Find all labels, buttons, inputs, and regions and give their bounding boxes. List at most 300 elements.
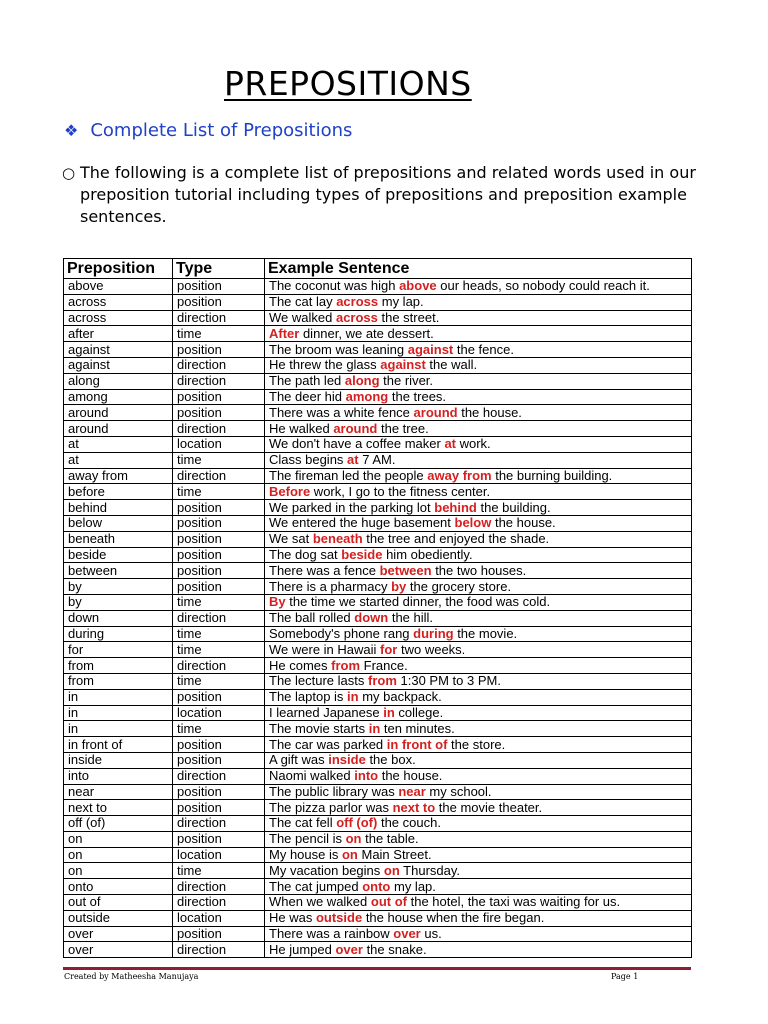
highlighted-preposition: outside: [315, 910, 363, 926]
type-cell: location: [173, 847, 265, 863]
sentence-text: We were in Hawaii: [269, 641, 381, 657]
prepositions-table: [63, 258, 692, 958]
example-sentence-cell: [265, 863, 692, 879]
example-sentence-cell: [265, 926, 692, 942]
preposition-cell: in front of: [64, 737, 173, 753]
sentence-text: 1:30 PM to 3 PM.: [396, 673, 501, 689]
sentence-text: The laptop is: [269, 689, 348, 705]
preposition-cell: over: [64, 942, 173, 958]
preposition-cell: in: [64, 705, 173, 721]
table-row: [64, 689, 692, 705]
header-example-sentence: Example Sentence: [265, 259, 692, 279]
table-row: [64, 768, 692, 784]
highlighted-preposition: near: [398, 784, 426, 799]
sentence-text: the tree.: [377, 420, 429, 436]
type-cell: position: [173, 515, 265, 531]
highlighted-preposition: at: [347, 452, 359, 468]
type-cell: direction: [173, 658, 265, 674]
sentence-text: The pizza parlor was: [269, 799, 393, 815]
sentence-text: our heads, so nobody could reach it.: [436, 278, 650, 294]
sentence-text: We sat: [269, 531, 313, 547]
highlighted-preposition: next to: [392, 799, 436, 815]
table-row: [64, 452, 692, 468]
preposition-cell: between: [64, 563, 173, 579]
page-title: PREPOSITIONS: [224, 64, 472, 103]
type-cell: position: [173, 563, 265, 579]
preposition-cell: in: [64, 689, 173, 705]
preposition-cell: at: [64, 452, 173, 468]
sentence-text: him obediently.: [382, 547, 473, 562]
sentence-text: The fireman led the people: [269, 468, 428, 483]
highlighted-preposition: between: [379, 562, 432, 578]
type-cell: position: [173, 784, 265, 800]
sentence-text: 7 AM.: [358, 452, 396, 468]
sentence-text: We entered the huge basement: [269, 515, 455, 531]
table-row: [64, 673, 692, 689]
circle-bullet-icon: ○: [62, 164, 76, 182]
sentence-text: Thursday.: [399, 862, 461, 878]
table-row: [64, 436, 692, 452]
table-row: [64, 421, 692, 437]
sentence-text: He was: [269, 910, 316, 926]
preposition-cell: out of: [64, 895, 173, 911]
type-cell: time: [173, 863, 265, 879]
sentence-text: I learned Japanese: [269, 705, 384, 720]
sentence-text: The cat lay: [269, 294, 337, 310]
table-row: [64, 895, 692, 911]
highlighted-preposition: below: [454, 515, 492, 531]
highlighted-preposition: behind: [434, 499, 477, 515]
preposition-cell: around: [64, 421, 173, 437]
sentence-text: He jumped: [269, 941, 336, 957]
sentence-text: the time we started dinner, the food was cold.: [285, 594, 551, 610]
sentence-text: the snake.: [362, 941, 427, 957]
type-cell: position: [173, 800, 265, 816]
table-row: [64, 342, 692, 358]
preposition-cell: at: [64, 436, 173, 452]
type-cell: position: [173, 405, 265, 421]
highlighted-preposition: around: [333, 420, 378, 436]
sentence-text: the house.: [491, 515, 556, 531]
type-cell: position: [173, 579, 265, 595]
preposition-cell: next to: [64, 800, 173, 816]
highlighted-preposition: along: [344, 373, 380, 389]
preposition-cell: along: [64, 373, 173, 389]
header-preposition: Preposition: [64, 259, 173, 279]
sentence-text: My vacation begins: [269, 862, 384, 878]
example-sentence-cell: [265, 405, 692, 421]
type-cell: location: [173, 436, 265, 452]
sentence-text: the store.: [447, 736, 506, 752]
type-cell: direction: [173, 421, 265, 437]
table-row: [64, 863, 692, 879]
example-sentence-cell: [265, 421, 692, 437]
preposition-cell: during: [64, 626, 173, 642]
preposition-cell: into: [64, 768, 173, 784]
highlighted-preposition: away from: [427, 468, 492, 483]
diamond-bullet-icon: ❖: [64, 121, 79, 140]
highlighted-preposition: on: [383, 862, 400, 878]
sentence-text: the trees.: [388, 389, 447, 404]
highlighted-preposition: beneath: [312, 531, 363, 547]
example-sentence-cell: [265, 942, 692, 958]
highlighted-preposition: onto: [362, 878, 391, 894]
sentence-text: the house when the fire began.: [362, 910, 545, 926]
highlighted-preposition: across: [335, 310, 378, 325]
highlighted-preposition: from: [368, 673, 397, 689]
preposition-cell: on: [64, 847, 173, 863]
type-cell: time: [173, 626, 265, 642]
example-sentence-cell: [265, 626, 692, 642]
sentence-text: France.: [360, 657, 408, 673]
example-sentence-cell: [265, 673, 692, 689]
intro-paragraph: [62, 162, 702, 228]
type-cell: position: [173, 279, 265, 295]
sentence-text: The deer hid: [269, 389, 346, 404]
example-sentence-cell: [265, 326, 692, 342]
example-sentence-cell: [265, 895, 692, 911]
preposition-cell: inside: [64, 752, 173, 768]
sentence-text: The dog sat: [269, 547, 342, 562]
section-heading-text: Complete List of Prepositions: [90, 120, 353, 141]
sentence-text: two weeks.: [397, 641, 466, 657]
example-sentence-cell: [265, 373, 692, 389]
preposition-cell: on: [64, 831, 173, 847]
preposition-cell: behind: [64, 500, 173, 516]
preposition-cell: onto: [64, 879, 173, 895]
highlighted-preposition: for: [380, 641, 398, 657]
table-row: [64, 721, 692, 737]
sentence-text: The pencil is: [269, 831, 346, 847]
example-sentence-cell: [265, 357, 692, 373]
example-sentence-cell: [265, 800, 692, 816]
sentence-text: dinner, we ate dessert.: [299, 325, 434, 341]
table-row: [64, 579, 692, 595]
sentence-text: my lap.: [378, 294, 424, 310]
example-sentence-cell: [265, 279, 692, 295]
table-row: [64, 531, 692, 547]
table-row: [64, 816, 692, 832]
table-row: [64, 405, 692, 421]
sentence-text: Somebody's phone rang: [269, 626, 414, 641]
sentence-text: The ball rolled: [269, 610, 355, 626]
example-sentence-cell: [265, 737, 692, 753]
table-row: [64, 831, 692, 847]
type-cell: location: [173, 705, 265, 721]
sentence-text: work, I go to the fitness center.: [310, 483, 491, 499]
sentence-text: We walked: [269, 310, 336, 325]
example-sentence-cell: [265, 531, 692, 547]
example-sentence-cell: [265, 642, 692, 658]
example-sentence-cell: [265, 452, 692, 468]
table-row: [64, 468, 692, 484]
sentence-text: the fence.: [453, 341, 514, 357]
type-cell: position: [173, 342, 265, 358]
table-row: [64, 737, 692, 753]
table-row: [64, 800, 692, 816]
example-sentence-cell: [265, 784, 692, 800]
table-row: [64, 784, 692, 800]
highlighted-preposition: By: [269, 594, 286, 610]
sentence-text: The public library was: [269, 784, 399, 799]
sentence-text: the wall.: [425, 357, 478, 373]
type-cell: direction: [173, 468, 265, 484]
type-cell: position: [173, 926, 265, 942]
table-row: [64, 705, 692, 721]
sentence-text: A gift was: [269, 752, 329, 768]
highlighted-preposition: Before: [269, 483, 311, 499]
sentence-text: the burning building.: [491, 468, 613, 483]
preposition-cell: against: [64, 357, 173, 373]
preposition-cell: over: [64, 926, 173, 942]
sentence-text: the house.: [457, 404, 522, 420]
footer-divider: [63, 967, 691, 970]
sentence-text: my school.: [425, 784, 492, 799]
preposition-cell: after: [64, 326, 173, 342]
sentence-text: my lap.: [390, 878, 436, 894]
preposition-cell: against: [64, 342, 173, 358]
type-cell: direction: [173, 942, 265, 958]
sentence-text: the building.: [476, 499, 551, 515]
sentence-text: When we walked: [269, 894, 371, 910]
table-header-row: [64, 259, 692, 279]
table-row: [64, 389, 692, 405]
table-row: [64, 563, 692, 579]
highlighted-preposition: against: [407, 341, 454, 357]
sentence-text: the two houses.: [431, 562, 527, 578]
highlighted-preposition: on: [345, 831, 362, 847]
sentence-text: The lecture lasts: [269, 673, 368, 689]
preposition-cell: near: [64, 784, 173, 800]
type-cell: time: [173, 594, 265, 610]
highlighted-preposition: beside: [341, 547, 383, 562]
sentence-text: The cat fell: [269, 815, 337, 831]
type-cell: time: [173, 721, 265, 737]
type-cell: time: [173, 452, 265, 468]
sentence-text: us.: [420, 926, 442, 942]
type-cell: direction: [173, 373, 265, 389]
preposition-cell: for: [64, 642, 173, 658]
sentence-text: There was a white fence: [269, 404, 414, 420]
example-sentence-cell: [265, 563, 692, 579]
highlighted-preposition: above: [399, 278, 437, 294]
preposition-cell: before: [64, 484, 173, 500]
sentence-text: We parked in the parking lot: [269, 499, 435, 515]
highlighted-preposition: in: [368, 720, 381, 736]
table-row: [64, 594, 692, 610]
type-cell: direction: [173, 310, 265, 326]
sentence-text: my backpack.: [358, 689, 442, 705]
sentence-text: the couch.: [377, 815, 441, 831]
sentence-text: There was a fence: [269, 562, 380, 578]
sentence-text: college.: [394, 705, 444, 720]
table-row: [64, 610, 692, 626]
sentence-text: The car was parked: [269, 736, 387, 752]
type-cell: position: [173, 531, 265, 547]
example-sentence-cell: [265, 752, 692, 768]
example-sentence-cell: [265, 689, 692, 705]
sentence-text: He walked: [269, 420, 334, 436]
preposition-cell: beside: [64, 547, 173, 563]
sentence-text: The broom was leaning: [269, 341, 408, 357]
sentence-text: the movie.: [453, 626, 518, 641]
table-row: [64, 926, 692, 942]
type-cell: direction: [173, 768, 265, 784]
sentence-text: the box.: [365, 752, 416, 768]
type-cell: position: [173, 389, 265, 405]
example-sentence-cell: [265, 500, 692, 516]
section-heading: [64, 119, 352, 143]
preposition-cell: across: [64, 294, 173, 310]
sentence-text: the hill.: [388, 610, 434, 626]
sentence-text: The coconut was high: [269, 278, 400, 294]
table-row: [64, 626, 692, 642]
table-row: [64, 310, 692, 326]
sentence-text: The movie starts: [269, 720, 369, 736]
type-cell: position: [173, 737, 265, 753]
preposition-cell: off (of): [64, 816, 173, 832]
type-cell: position: [173, 294, 265, 310]
example-sentence-cell: [265, 847, 692, 863]
sentence-text: the hotel, the taxi was waiting for us.: [406, 894, 621, 910]
footer-credit: Created by Matheesha Manujaya: [64, 972, 199, 981]
example-sentence-cell: [265, 436, 692, 452]
highlighted-preposition: during: [413, 626, 454, 641]
example-sentence-cell: [265, 484, 692, 500]
highlighted-preposition: at: [444, 436, 456, 452]
example-sentence-cell: [265, 468, 692, 484]
example-sentence-cell: [265, 910, 692, 926]
example-sentence-cell: [265, 310, 692, 326]
type-cell: position: [173, 689, 265, 705]
type-cell: time: [173, 326, 265, 342]
table-row: [64, 294, 692, 310]
preposition-cell: below: [64, 515, 173, 531]
example-sentence-cell: [265, 515, 692, 531]
highlighted-preposition: inside: [328, 752, 366, 768]
table-row: [64, 658, 692, 674]
table-row: [64, 847, 692, 863]
highlighted-preposition: over: [393, 926, 421, 942]
sentence-text: We don't have a coffee maker: [269, 436, 445, 452]
type-cell: direction: [173, 610, 265, 626]
highlighted-preposition: in: [347, 689, 359, 705]
table-row: [64, 547, 692, 563]
preposition-cell: among: [64, 389, 173, 405]
example-sentence-cell: [265, 389, 692, 405]
sentence-text: My house is: [269, 847, 342, 863]
example-sentence-cell: [265, 658, 692, 674]
table-row: [64, 752, 692, 768]
table-row: [64, 279, 692, 295]
sentence-text: the tree and enjoyed the shade.: [362, 531, 550, 547]
table-row: [64, 879, 692, 895]
type-cell: position: [173, 831, 265, 847]
sentence-text: He comes: [269, 657, 332, 673]
sentence-text: Naomi walked: [269, 768, 355, 784]
table-row: [64, 484, 692, 500]
table-row: [64, 326, 692, 342]
example-sentence-cell: [265, 579, 692, 595]
example-sentence-cell: [265, 705, 692, 721]
preposition-cell: down: [64, 610, 173, 626]
preposition-cell: above: [64, 279, 173, 295]
preposition-cell: by: [64, 594, 173, 610]
preposition-cell: on: [64, 863, 173, 879]
example-sentence-cell: [265, 831, 692, 847]
highlighted-preposition: on: [341, 847, 358, 863]
highlighted-preposition: in: [383, 705, 395, 720]
highlighted-preposition: by: [391, 578, 407, 594]
example-sentence-cell: [265, 879, 692, 895]
example-sentence-cell: [265, 610, 692, 626]
table-row: [64, 642, 692, 658]
highlighted-preposition: into: [354, 768, 379, 784]
type-cell: time: [173, 673, 265, 689]
example-sentence-cell: [265, 594, 692, 610]
sentence-text: the table.: [361, 831, 419, 847]
header-type: Type: [173, 259, 265, 279]
type-cell: location: [173, 910, 265, 926]
type-cell: position: [173, 752, 265, 768]
type-cell: time: [173, 484, 265, 500]
sentence-text: Class begins: [269, 452, 348, 468]
sentence-text: work.: [456, 436, 491, 452]
highlighted-preposition: in front of: [386, 736, 448, 752]
preposition-cell: from: [64, 658, 173, 674]
type-cell: direction: [173, 879, 265, 895]
table-row: [64, 942, 692, 958]
highlighted-preposition: against: [380, 357, 426, 373]
sentence-text: He threw the glass: [269, 357, 381, 373]
highlighted-preposition: off (of): [336, 815, 378, 831]
example-sentence-cell: [265, 294, 692, 310]
preposition-cell: by: [64, 579, 173, 595]
sentence-text: There was a rainbow: [269, 926, 394, 942]
highlighted-preposition: among: [345, 389, 389, 404]
highlighted-preposition: across: [336, 294, 379, 310]
table-body: [64, 279, 692, 958]
table-row: [64, 357, 692, 373]
type-cell: position: [173, 500, 265, 516]
sentence-text: There is a pharmacy: [269, 578, 392, 594]
sentence-text: The path led: [269, 373, 345, 389]
type-cell: direction: [173, 357, 265, 373]
preposition-cell: in: [64, 721, 173, 737]
preposition-cell: around: [64, 405, 173, 421]
preposition-cell: from: [64, 673, 173, 689]
sentence-text: Main Street.: [357, 847, 432, 863]
highlighted-preposition: out of: [370, 894, 407, 910]
type-cell: direction: [173, 816, 265, 832]
sentence-text: the house.: [378, 768, 443, 784]
sentence-text: ten minutes.: [380, 720, 455, 736]
type-cell: position: [173, 547, 265, 563]
preposition-cell: across: [64, 310, 173, 326]
table-row: [64, 373, 692, 389]
highlighted-preposition: from: [331, 657, 361, 673]
table-row: [64, 515, 692, 531]
table-row: [64, 500, 692, 516]
preposition-cell: away from: [64, 468, 173, 484]
table-row: [64, 910, 692, 926]
type-cell: time: [173, 642, 265, 658]
sentence-text: The cat jumped: [269, 878, 363, 894]
sentence-text: the grocery store.: [406, 578, 512, 594]
example-sentence-cell: [265, 342, 692, 358]
highlighted-preposition: over: [335, 941, 363, 957]
intro-text: The following is a complete list of prepositions and related words used in our preposition tutorial including types of prepositions and preposition example sentences.: [80, 163, 696, 226]
